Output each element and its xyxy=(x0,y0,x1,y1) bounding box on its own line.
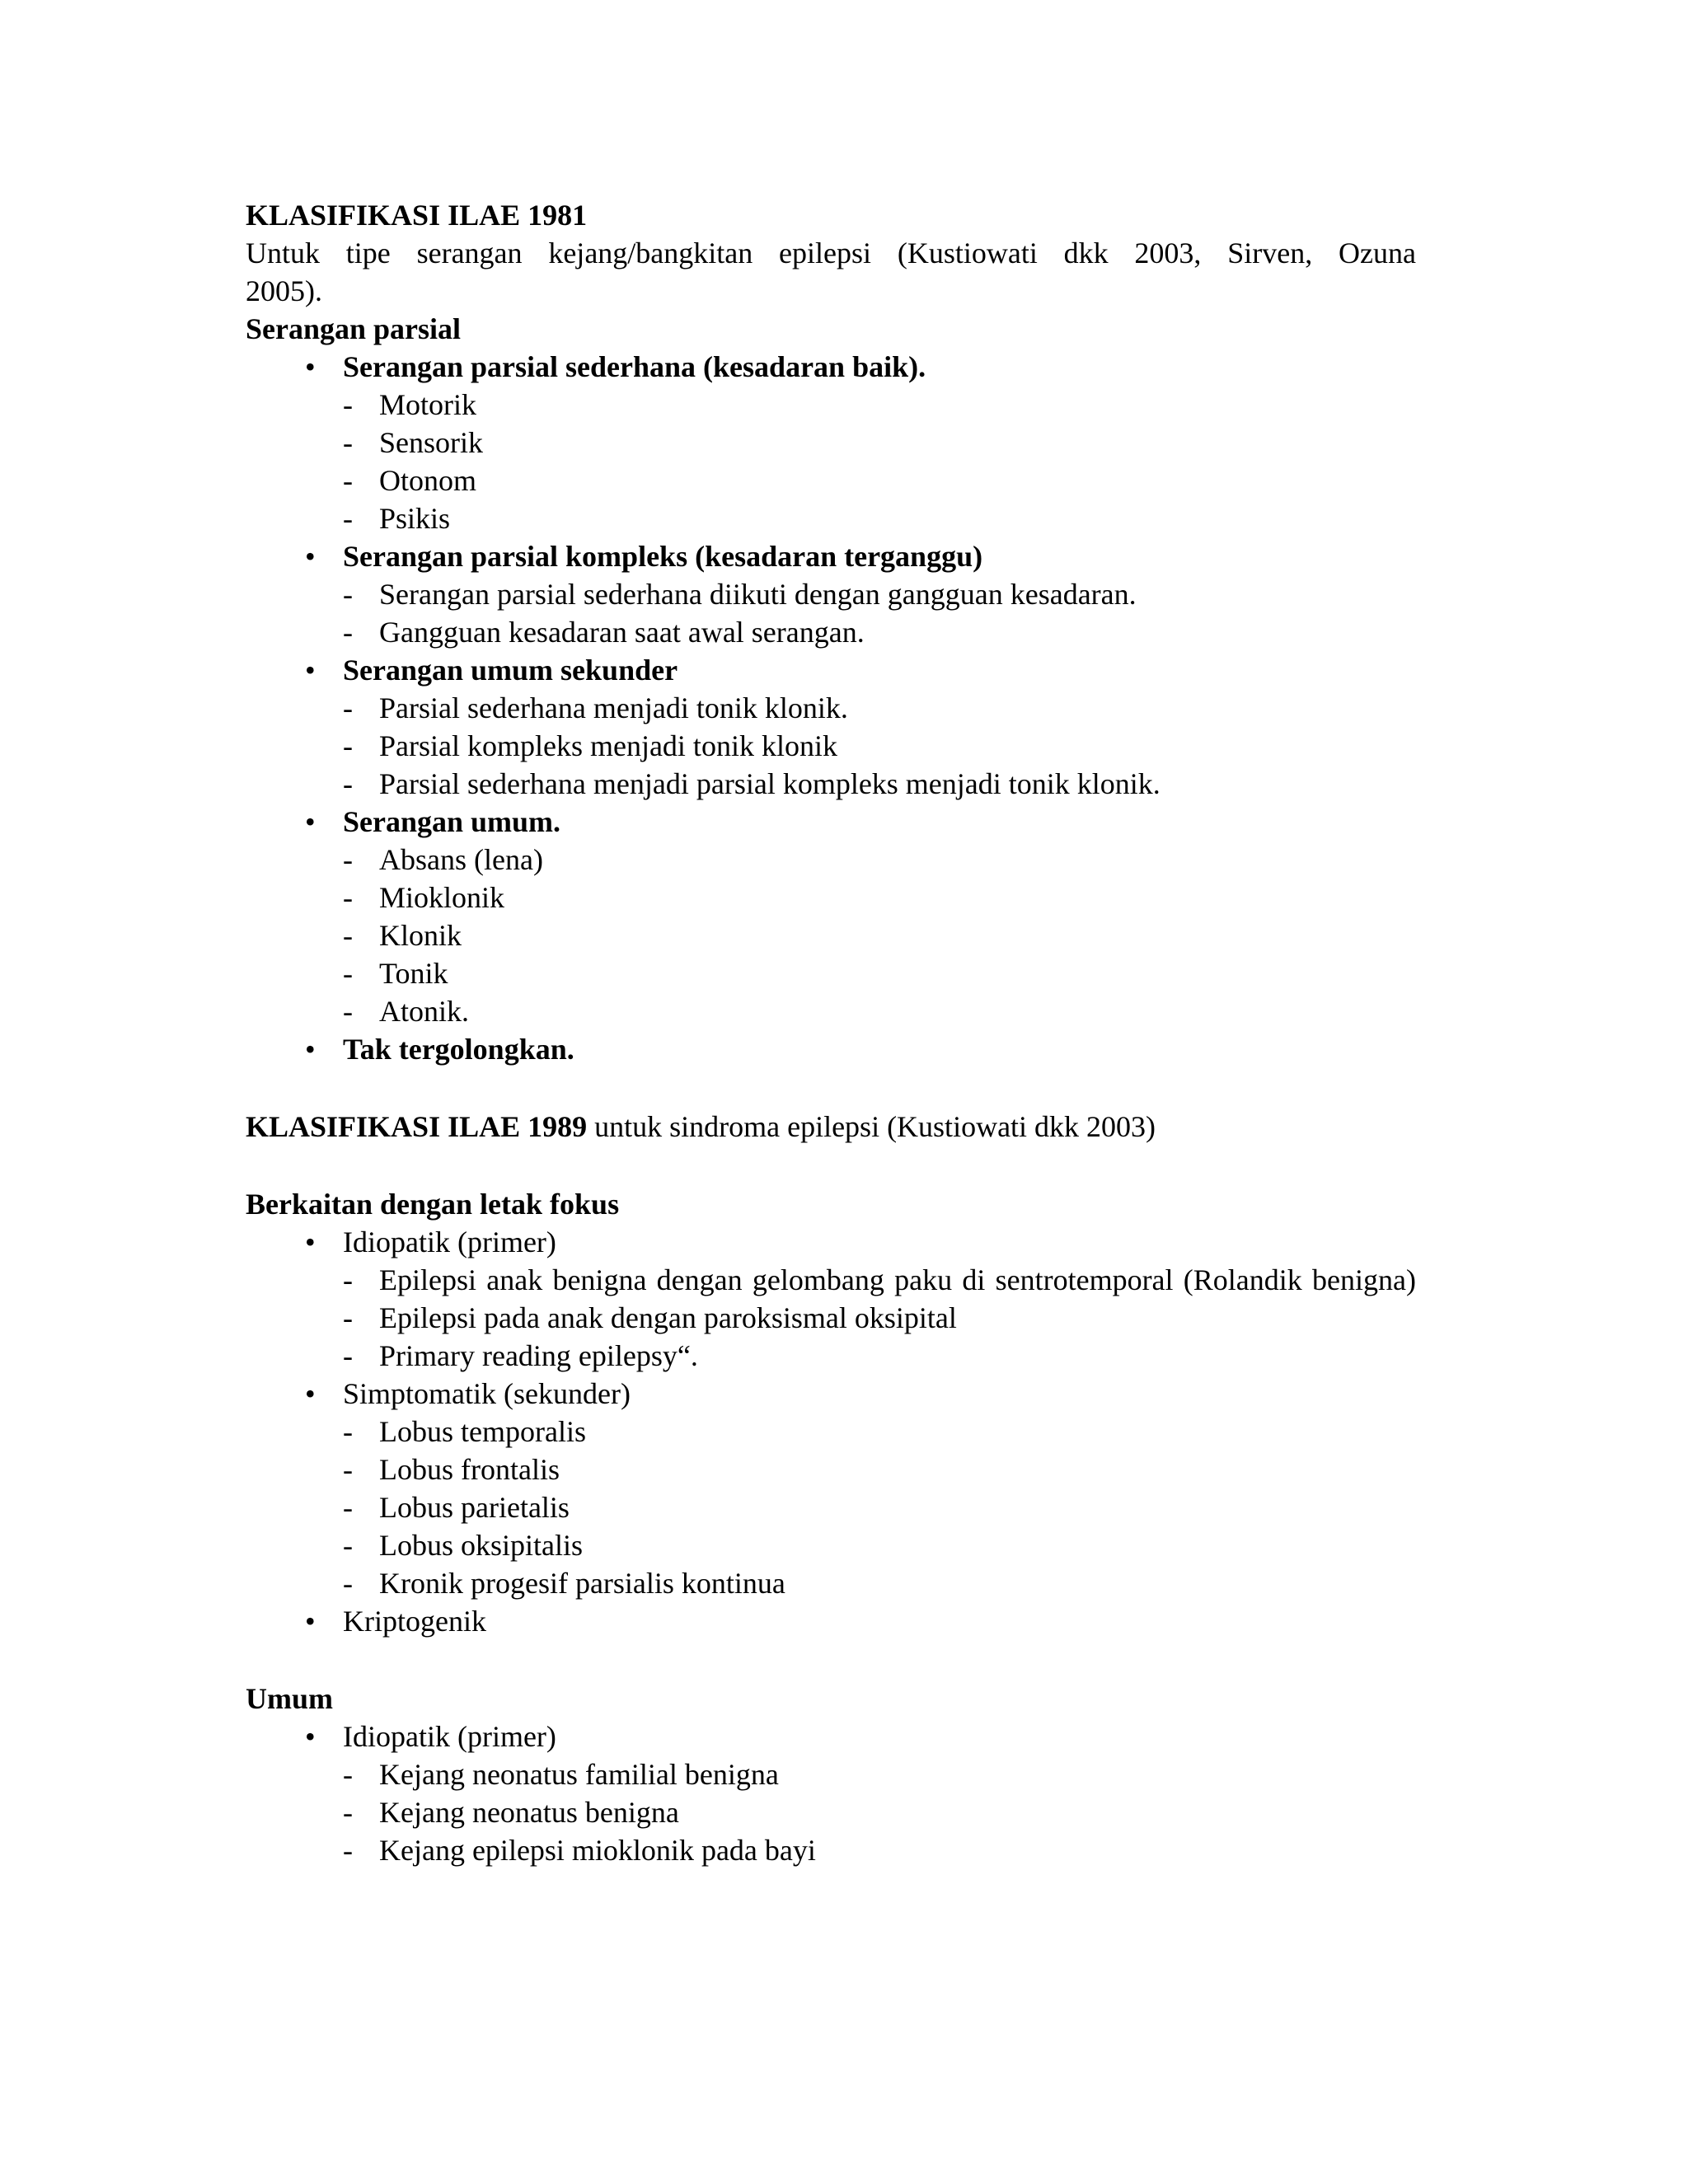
document-body xyxy=(246,196,1416,1869)
dash-icon: - xyxy=(343,1567,353,1600)
dash-icon: - xyxy=(343,1263,353,1296)
dash-icon: - xyxy=(343,843,353,876)
dash-item xyxy=(246,1793,1416,1831)
heading-letak-fokus: Berkaitan dengan letak fokus xyxy=(246,1188,620,1221)
bullet-icon: • xyxy=(305,1033,316,1066)
dash-icon: - xyxy=(343,919,353,952)
bullet-item xyxy=(246,1718,1416,1755)
dash-icon: - xyxy=(343,729,353,762)
dash-icon: - xyxy=(343,957,353,990)
spacer xyxy=(246,1146,1416,1185)
bullet-icon: • xyxy=(305,1720,316,1753)
dash-label: Parsial sederhana menjadi parsial kompleks menjadi tonik klonik. xyxy=(379,767,1160,800)
dash-icon: - xyxy=(343,388,353,421)
dash-label: Epilepsi anak benigna dengan gelombang paku di sentrotemporal (Rolandik benigna) xyxy=(379,1263,1416,1296)
dash-icon: - xyxy=(343,502,353,535)
dash-item xyxy=(246,1261,1416,1299)
dash-icon: - xyxy=(343,1415,353,1448)
dash-label: Serangan parsial sederhana diikuti dengan gangguan kesadaran. xyxy=(379,578,1137,611)
dash-icon: - xyxy=(343,995,353,1028)
dash-icon: - xyxy=(343,1834,353,1867)
dash-icon: - xyxy=(343,1453,353,1486)
bullet-item xyxy=(246,1223,1416,1261)
dash-icon: - xyxy=(343,616,353,649)
dash-label: Lobus frontalis xyxy=(379,1453,560,1486)
spacer xyxy=(246,1068,1416,1108)
dash-label: Lobus parietalis xyxy=(379,1491,570,1524)
bullet-label: Kriptogenik xyxy=(343,1605,486,1638)
dash-item xyxy=(246,1413,1416,1451)
dash-label: Motorik xyxy=(379,388,477,421)
dash-label: Tonik xyxy=(379,957,448,990)
dash-label: Mioklonik xyxy=(379,881,505,914)
bullet-label: Simptomatik (sekunder) xyxy=(343,1377,631,1410)
section-title-ilae-1981: KLASIFIKASI ILAE 1981 xyxy=(246,199,588,232)
dash-item xyxy=(246,765,1416,803)
dash-item xyxy=(246,424,1416,462)
bullet-label: Serangan parsial kompleks (kesadaran terganggu) xyxy=(343,540,983,573)
dash-label: Parsial kompleks menjadi tonik klonik xyxy=(379,729,837,762)
dash-label: Epilepsi pada anak dengan paroksismal oksipital xyxy=(379,1301,957,1334)
bullet-icon: • xyxy=(305,805,316,838)
dash-label: Otonom xyxy=(379,464,477,497)
dash-item xyxy=(246,1755,1416,1793)
section-title-rest: untuk sindroma epilepsi (Kustiowati dkk 2003) xyxy=(587,1110,1156,1143)
bullet-item xyxy=(246,1375,1416,1413)
bullet-icon: • xyxy=(305,1226,316,1258)
dash-item xyxy=(246,1337,1416,1375)
dash-icon: - xyxy=(343,767,353,800)
bullet-icon: • xyxy=(305,654,316,687)
dash-item xyxy=(246,1831,1416,1869)
bullet-icon: • xyxy=(305,350,316,383)
dash-icon: - xyxy=(343,426,353,459)
dash-label: Lobus temporalis xyxy=(379,1415,586,1448)
dash-icon: - xyxy=(343,578,353,611)
dash-item xyxy=(246,689,1416,727)
dash-label: Kejang neonatus benigna xyxy=(379,1796,679,1829)
bullet-icon: • xyxy=(305,1605,316,1638)
dash-label: Parsial sederhana menjadi tonik klonik. xyxy=(379,691,848,724)
bullet-item xyxy=(246,537,1416,575)
section-title-ilae-1989 xyxy=(246,1108,1416,1146)
dash-label: Kronik progesif parsialis kontinua xyxy=(379,1567,785,1600)
heading-umum: Umum xyxy=(246,1682,333,1715)
dash-label: Atonik. xyxy=(379,995,470,1028)
bullet-icon: • xyxy=(305,540,316,573)
dash-icon: - xyxy=(343,1758,353,1791)
dash-item xyxy=(246,916,1416,954)
dash-label: Sensorik xyxy=(379,426,483,459)
bullet-label: Idiopatik (primer) xyxy=(343,1720,556,1753)
dash-label: Gangguan kesadaran saat awal serangan. xyxy=(379,616,865,649)
dash-icon: - xyxy=(343,691,353,724)
dash-item xyxy=(246,1564,1416,1602)
dash-label: Primary reading epilepsy“. xyxy=(379,1339,698,1372)
dash-icon: - xyxy=(343,1301,353,1334)
dash-item xyxy=(246,575,1416,613)
bullet-label: Tak tergolongkan. xyxy=(343,1033,574,1066)
dash-label: Klonik xyxy=(379,919,462,952)
bullet-label: Idiopatik (primer) xyxy=(343,1226,556,1258)
dash-item xyxy=(246,1526,1416,1564)
intro-paragraph-line-2: 2005). xyxy=(246,274,322,307)
dash-icon: - xyxy=(343,881,353,914)
bullet-item xyxy=(246,651,1416,689)
dash-item xyxy=(246,992,1416,1030)
bullet-icon: • xyxy=(305,1377,316,1410)
dash-item xyxy=(246,499,1416,537)
dash-icon: - xyxy=(343,1796,353,1829)
dash-item xyxy=(246,879,1416,916)
dash-label: Lobus oksipitalis xyxy=(379,1529,584,1562)
dash-label: Psikis xyxy=(379,502,451,535)
bullet-label: Serangan parsial sederhana (kesadaran baik). xyxy=(343,350,926,383)
spacer xyxy=(246,1640,1416,1680)
dash-item xyxy=(246,386,1416,424)
dash-label: Kejang epilepsi mioklonik pada bayi xyxy=(379,1834,816,1867)
bullet-label: Serangan umum. xyxy=(343,805,561,838)
bullet-item xyxy=(246,1602,1416,1640)
dash-item xyxy=(246,954,1416,992)
section-title-bold: KLASIFIKASI ILAE 1989 xyxy=(246,1110,588,1143)
heading-serangan-parsial: Serangan parsial xyxy=(246,312,462,345)
dash-item xyxy=(246,1451,1416,1488)
intro-paragraph-line-1: Untuk tipe serangan kejang/bangkitan epilepsi (Kustiowati dkk 2003, Sirven, Ozuna xyxy=(246,237,1416,269)
dash-item xyxy=(246,727,1416,765)
dash-icon: - xyxy=(343,1529,353,1562)
dash-label: Absans (lena) xyxy=(379,843,543,876)
bullet-label: Serangan umum sekunder xyxy=(343,654,678,687)
dash-item xyxy=(246,1488,1416,1526)
dash-item xyxy=(246,841,1416,879)
dash-label: Kejang neonatus familial benigna xyxy=(379,1758,779,1791)
dash-item xyxy=(246,1299,1416,1337)
dash-icon: - xyxy=(343,464,353,497)
bullet-item xyxy=(246,803,1416,841)
bullet-item xyxy=(246,1030,1416,1068)
dash-item xyxy=(246,462,1416,499)
dash-icon: - xyxy=(343,1491,353,1524)
bullet-item xyxy=(246,348,1416,386)
dash-item xyxy=(246,613,1416,651)
dash-icon: - xyxy=(343,1339,353,1372)
